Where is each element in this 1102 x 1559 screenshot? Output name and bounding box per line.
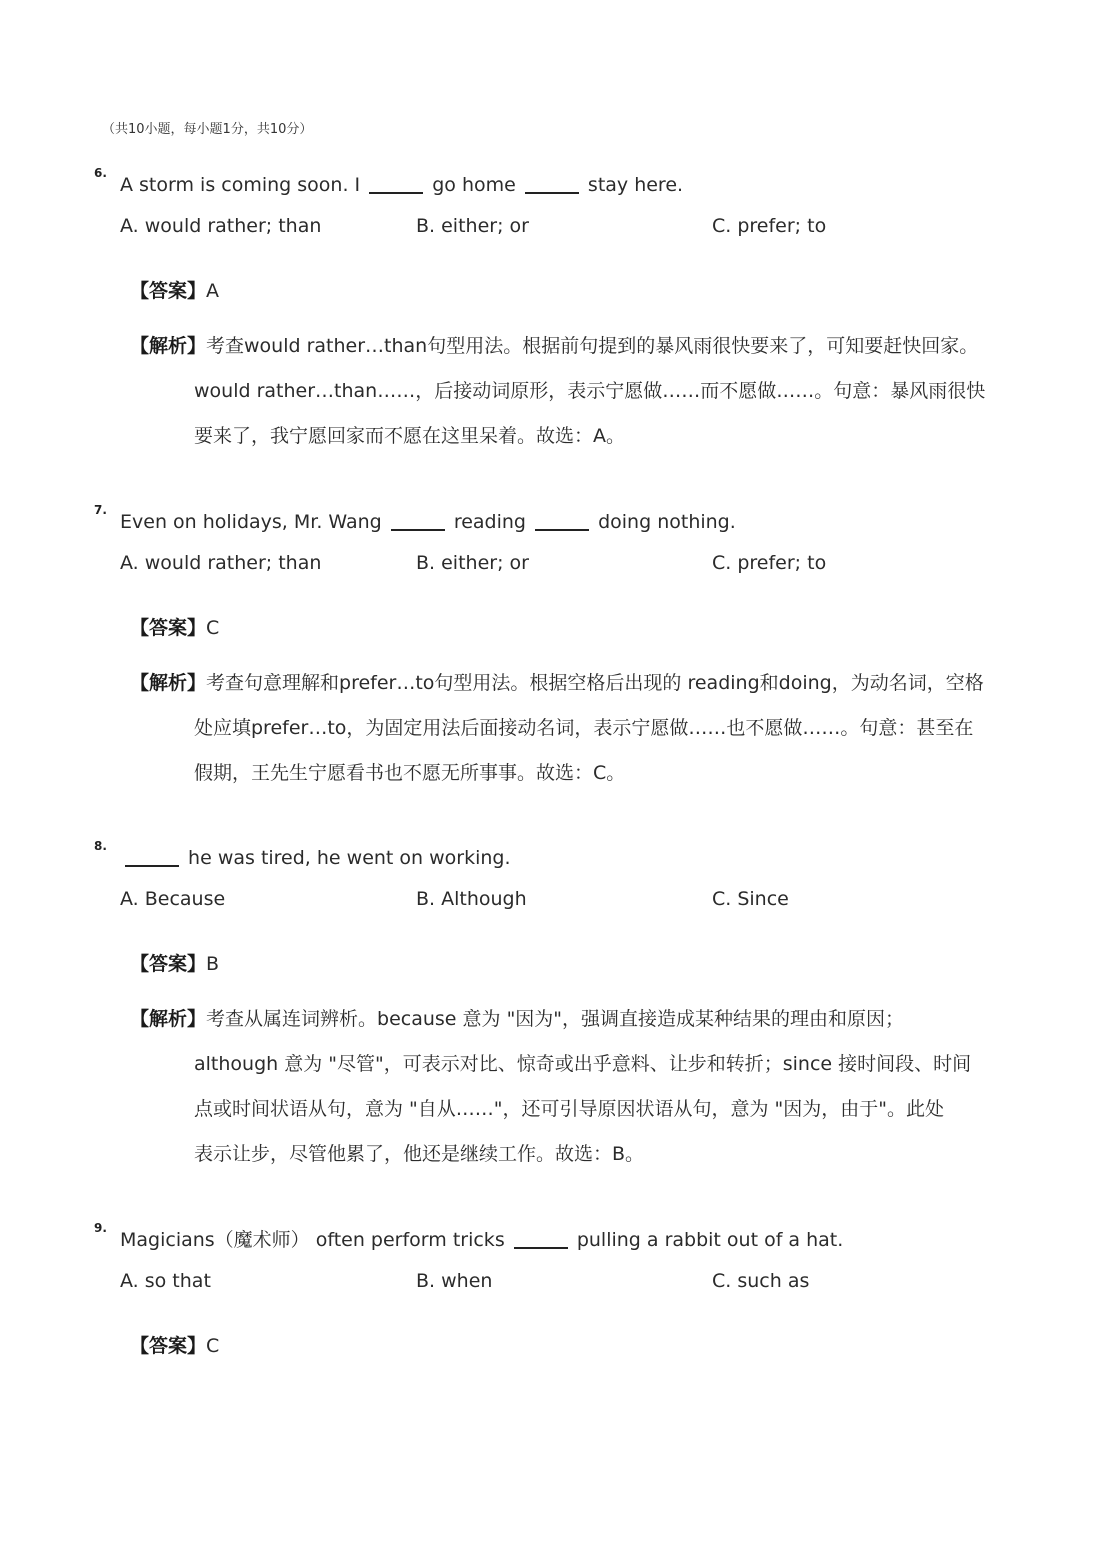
analysis-tag: 【解析】 bbox=[130, 335, 207, 357]
stem-text: doing nothing. bbox=[598, 511, 736, 533]
analysis-text: 考查would rather…than句型用法。根据前句提到的暴风雨很快要来了，可知要赶快回家。 bbox=[206, 335, 979, 357]
option-a: A. would rather; than bbox=[120, 552, 322, 574]
answer-tag: 【答案】 bbox=[130, 280, 207, 302]
option-c: C. Since bbox=[712, 888, 789, 910]
answer-blank bbox=[525, 173, 579, 194]
question-number: 6. bbox=[94, 166, 107, 180]
option-b: B. either; or bbox=[416, 215, 529, 237]
answer-line bbox=[130, 613, 219, 640]
stem-text: reading bbox=[453, 511, 526, 533]
analysis-text: 考查从属连词辨析。because 意为 "因为"，强调直接造成某种结果的理由和原因； bbox=[206, 1008, 905, 1030]
stem-text: pulling a rabbit out of a hat. bbox=[576, 1229, 844, 1251]
analysis-line: 要来了，我宁愿回家而不愿在这里呆着。故选：A。 bbox=[194, 425, 625, 447]
analysis-line bbox=[130, 331, 978, 358]
question-number: 7. bbox=[94, 503, 107, 517]
stem-text: stay here. bbox=[587, 174, 684, 196]
option-b: B. when bbox=[416, 1270, 493, 1292]
answer-line bbox=[130, 1331, 219, 1358]
answer-value: C bbox=[206, 1335, 220, 1357]
stem-text: A storm is coming soon. I bbox=[120, 174, 361, 196]
analysis-tag: 【解析】 bbox=[130, 1008, 207, 1030]
option-c: C. such as bbox=[712, 1270, 810, 1292]
answer-blank bbox=[514, 1228, 568, 1249]
analysis-line: 假期，王先生宁愿看书也不愿无所事事。故选：C。 bbox=[194, 762, 626, 784]
analysis-line bbox=[130, 1004, 904, 1031]
answer-blank bbox=[391, 510, 445, 531]
options-row bbox=[0, 1270, 1102, 1296]
answer-blank bbox=[535, 510, 589, 531]
analysis-line bbox=[130, 668, 984, 695]
option-a: A. Because bbox=[120, 888, 226, 910]
analysis-line: would rather…than……，后接动词原形，表示宁愿做……而不愿做……。句意：暴风雨很快 bbox=[194, 380, 986, 402]
stem-text: he was tired, he went on working. bbox=[188, 847, 511, 869]
option-b: B. Although bbox=[416, 888, 527, 910]
options-row bbox=[0, 552, 1102, 578]
analysis-line: 点或时间状语从句，意为 "自从……"，还可引导原因状语从句，意为 "因为，由于"。此处 bbox=[194, 1098, 945, 1120]
answer-tag: 【答案】 bbox=[130, 1335, 207, 1357]
analysis-line: 表示让步，尽管他累了，他还是继续工作。故选：B。 bbox=[194, 1143, 645, 1165]
stem-text: Even on holidays, Mr. Wang bbox=[120, 511, 382, 533]
question-number: 9. bbox=[94, 1221, 107, 1235]
stem-text: Magicians（魔术师） often perform tricks bbox=[120, 1229, 505, 1251]
answer-tag: 【答案】 bbox=[130, 617, 207, 639]
options-row bbox=[0, 215, 1102, 241]
analysis-tag: 【解析】 bbox=[130, 672, 207, 694]
answer-line bbox=[130, 276, 219, 303]
answer-blank bbox=[369, 173, 423, 194]
question-stem bbox=[122, 843, 511, 869]
analysis-line: 处应填prefer…to，为固定用法后面接动名词，表示宁愿做……也不愿做……。句意：甚至在 bbox=[194, 717, 974, 739]
stem-text: go home bbox=[432, 174, 516, 196]
option-a: A. would rather; than bbox=[120, 215, 322, 237]
question-stem bbox=[120, 1225, 843, 1252]
option-a: A. so that bbox=[120, 1270, 211, 1292]
option-c: C. prefer; to bbox=[712, 552, 827, 574]
option-b: B. either; or bbox=[416, 552, 529, 574]
answer-line bbox=[130, 949, 219, 976]
options-row bbox=[0, 888, 1102, 914]
answer-value: C bbox=[206, 617, 220, 639]
analysis-text: 考查句意理解和prefer…to句型用法。根据空格后出现的 reading和doing，为动名词，空格 bbox=[206, 672, 984, 694]
question-stem bbox=[120, 170, 683, 196]
analysis-line: although 意为 "尽管"，可表示对比、惊奇或出乎意料、让步和转折；since 接时间段、时间 bbox=[194, 1053, 972, 1075]
answer-value: A bbox=[206, 280, 220, 302]
answer-blank bbox=[125, 846, 179, 867]
question-number: 8. bbox=[94, 839, 107, 853]
answer-tag: 【答案】 bbox=[130, 953, 207, 975]
question-stem bbox=[120, 507, 736, 533]
option-c: C. prefer; to bbox=[712, 215, 827, 237]
section-note: （共10小题，每小题1分，共10分） bbox=[102, 122, 313, 137]
answer-value: B bbox=[206, 953, 220, 975]
